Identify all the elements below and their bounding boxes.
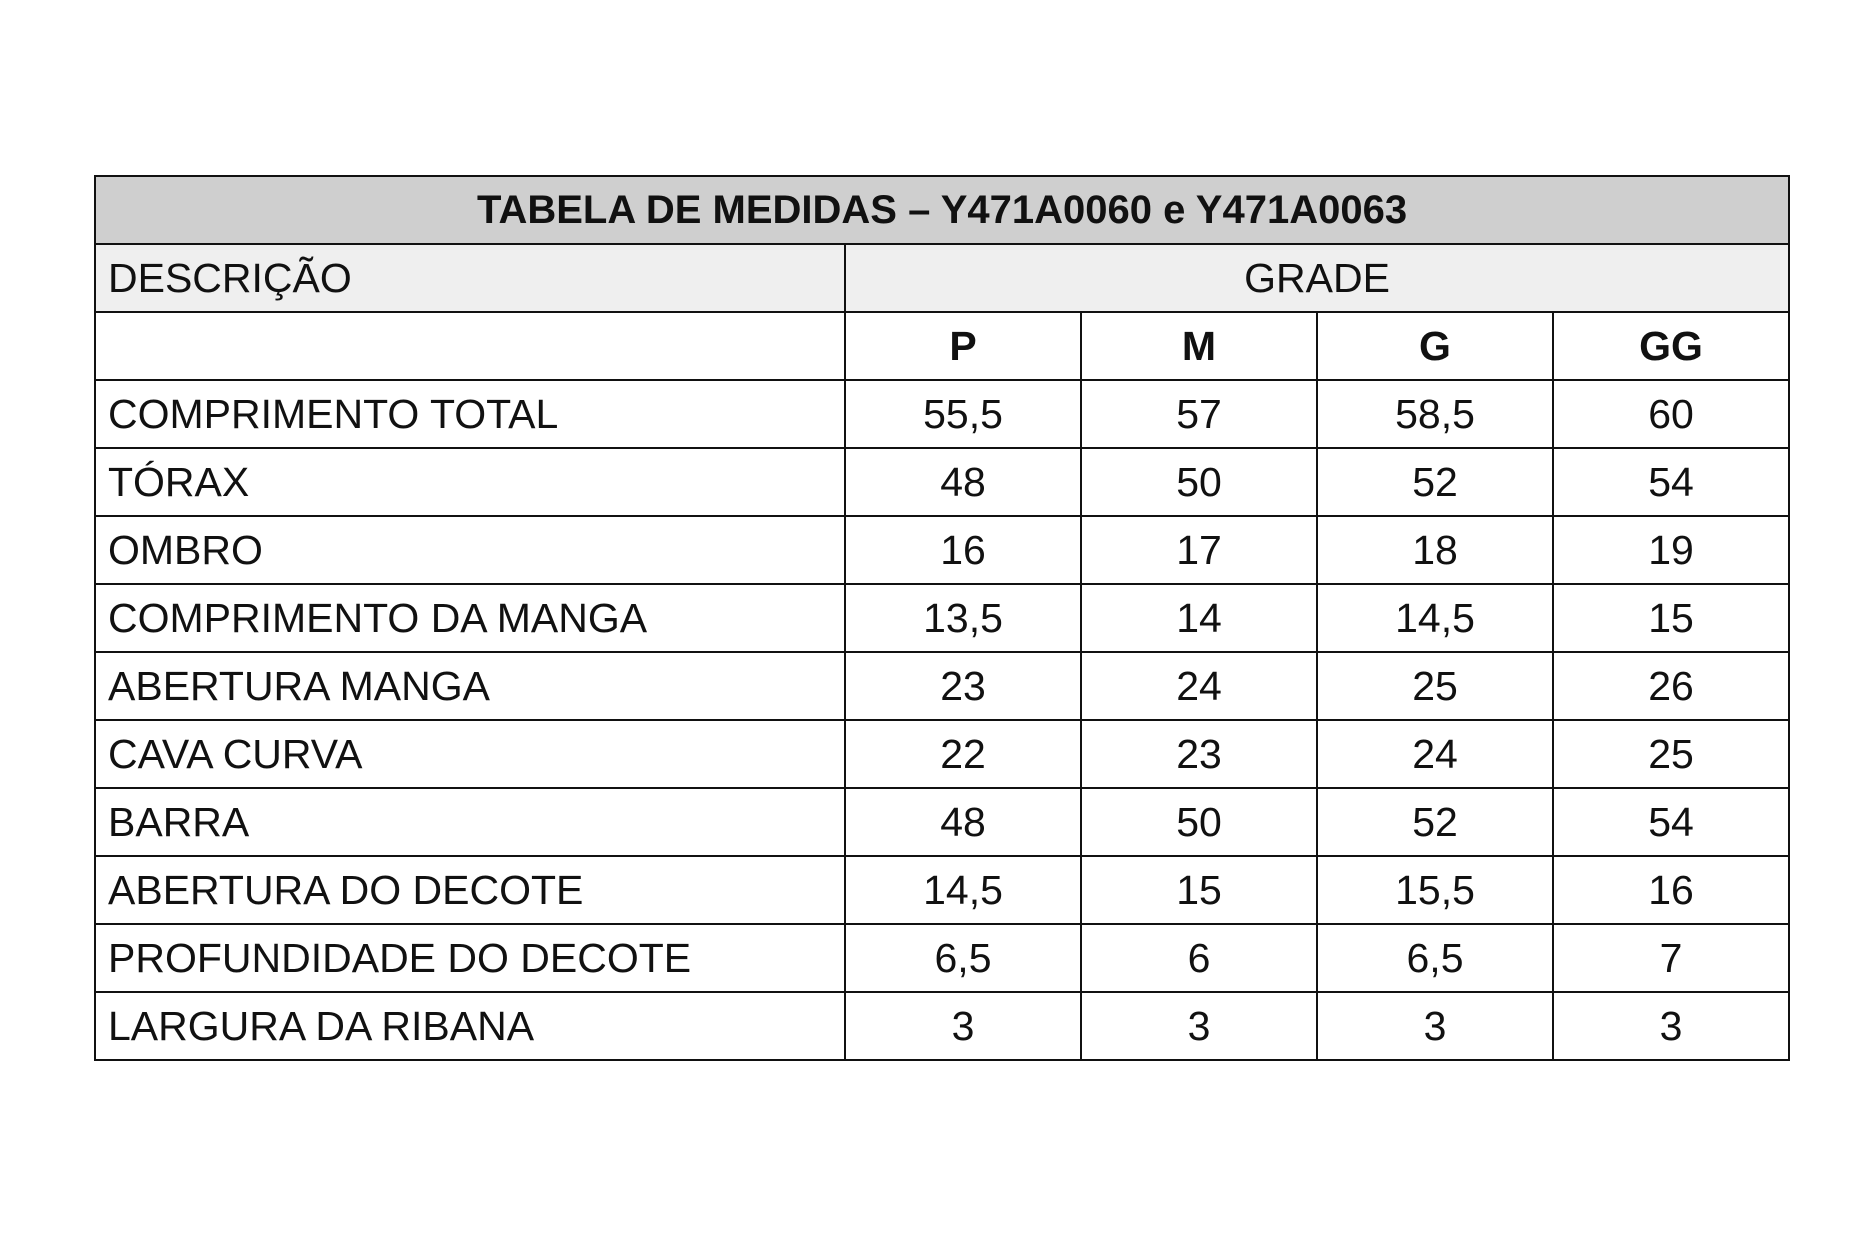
measurement-label: OMBRO (95, 516, 845, 584)
measurement-value: 26 (1553, 652, 1789, 720)
table-row (95, 652, 1789, 720)
measurement-label: CAVA CURVA (95, 720, 845, 788)
measurement-value: 55,5 (845, 380, 1081, 448)
measurement-value: 54 (1553, 788, 1789, 856)
measurement-value: 54 (1553, 448, 1789, 516)
measurement-label: TÓRAX (95, 448, 845, 516)
table-row (95, 924, 1789, 992)
size-chart-table (94, 175, 1790, 1061)
table-row (95, 992, 1789, 1060)
size-header-row (95, 312, 1789, 380)
size-header-m: M (1081, 312, 1317, 380)
measurement-label: PROFUNDIDADE DO DECOTE (95, 924, 845, 992)
measurement-value: 14,5 (845, 856, 1081, 924)
measurement-value: 3 (1317, 992, 1553, 1060)
table-row (95, 380, 1789, 448)
table-row (95, 856, 1789, 924)
measurement-value: 23 (845, 652, 1081, 720)
measurement-value: 6,5 (845, 924, 1081, 992)
measurement-value: 60 (1553, 380, 1789, 448)
table-title: TABELA DE MEDIDAS – Y471A0060 e Y471A0063 (95, 176, 1789, 244)
measurement-label: COMPRIMENTO DA MANGA (95, 584, 845, 652)
measurement-value: 7 (1553, 924, 1789, 992)
measurement-value: 25 (1553, 720, 1789, 788)
description-header: DESCRIÇÃO (95, 244, 845, 312)
measurement-value: 3 (845, 992, 1081, 1060)
size-header-g: G (1317, 312, 1553, 380)
size-header-p: P (845, 312, 1081, 380)
measurement-label: BARRA (95, 788, 845, 856)
measurement-value: 48 (845, 788, 1081, 856)
measurement-value: 22 (845, 720, 1081, 788)
measurement-value: 3 (1553, 992, 1789, 1060)
measurement-value: 57 (1081, 380, 1317, 448)
measurement-value: 15 (1553, 584, 1789, 652)
table-title-row (95, 176, 1789, 244)
measurement-value: 23 (1081, 720, 1317, 788)
measurement-label: ABERTURA MANGA (95, 652, 845, 720)
measurement-value: 16 (845, 516, 1081, 584)
measurement-label: COMPRIMENTO TOTAL (95, 380, 845, 448)
measurement-value: 50 (1081, 788, 1317, 856)
measurement-value: 17 (1081, 516, 1317, 584)
table-row (95, 584, 1789, 652)
table-header-row (95, 244, 1789, 312)
table-row (95, 448, 1789, 516)
grade-header: GRADE (845, 244, 1789, 312)
measurement-value: 3 (1081, 992, 1317, 1060)
measurement-value: 13,5 (845, 584, 1081, 652)
measurement-label: ABERTURA DO DECOTE (95, 856, 845, 924)
measurement-value: 58,5 (1317, 380, 1553, 448)
measurement-value: 14 (1081, 584, 1317, 652)
measurement-value: 19 (1553, 516, 1789, 584)
measurement-value: 15,5 (1317, 856, 1553, 924)
measurement-label: LARGURA DA RIBANA (95, 992, 845, 1060)
measurement-value: 25 (1317, 652, 1553, 720)
measurement-value: 50 (1081, 448, 1317, 516)
measurement-value: 18 (1317, 516, 1553, 584)
size-header-gg: GG (1553, 312, 1789, 380)
measurement-value: 48 (845, 448, 1081, 516)
measurement-value: 52 (1317, 788, 1553, 856)
measurement-value: 14,5 (1317, 584, 1553, 652)
measurement-value: 15 (1081, 856, 1317, 924)
measurement-value: 52 (1317, 448, 1553, 516)
measurement-value: 6,5 (1317, 924, 1553, 992)
measurement-value: 24 (1081, 652, 1317, 720)
empty-header-cell (95, 312, 845, 380)
measurement-value: 16 (1553, 856, 1789, 924)
table-row (95, 516, 1789, 584)
table-row (95, 720, 1789, 788)
measurement-value: 6 (1081, 924, 1317, 992)
table-row (95, 788, 1789, 856)
measurement-value: 24 (1317, 720, 1553, 788)
